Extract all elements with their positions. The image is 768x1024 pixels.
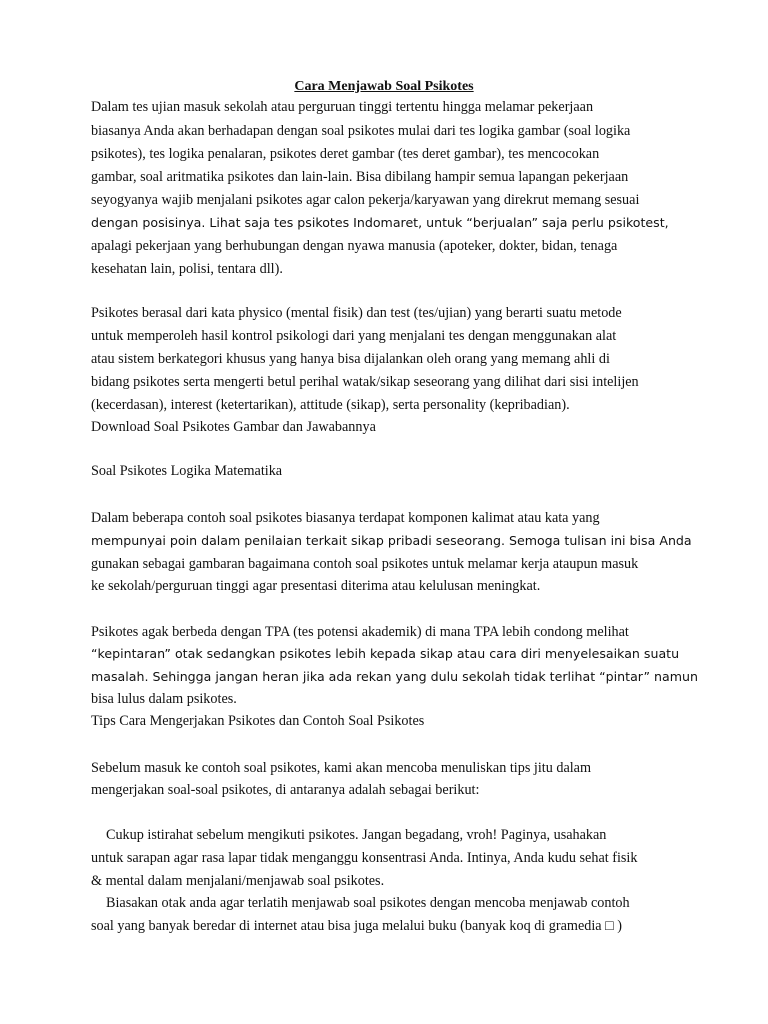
paragraph-line: apalagi pekerjaan yang berhubungan dengan nyawa manusia (apoteker, dokter, bidan, tenaga bbox=[91, 238, 618, 254]
paragraph-line: untuk sarapan agar rasa lapar tidak menganggu konsentrasi Anda. Intinya, Anda kudu sehat fisik bbox=[91, 850, 638, 866]
paragraph-line: masalah. Sehingga jangan heran jika ada rekan yang dulu sekolah tidak terlihat “pintar” namun bbox=[91, 669, 698, 684]
paragraph-line: gambar, soal aritmatika psikotes dan lain-lain. Bisa dibilang hampir semua lapangan pekerjaan bbox=[91, 169, 629, 185]
paragraph-line: Psikotes agak berbeda dengan TPA (tes potensi akademik) di mana TPA lebih condong melihat bbox=[91, 624, 629, 640]
paragraph-line: “kepintaran” otak sedangkan psikotes lebih kepada sikap atau cara diri menyelesaikan suatu bbox=[91, 646, 680, 661]
paragraph-line: mempunyai poin dalam penilaian terkait sikap pribadi seseorang. Semoga tulisan ini bisa Anda bbox=[91, 533, 692, 548]
paragraph-line: gunakan sebagai gambaran bagaimana contoh soal psikotes untuk melamar kerja ataupun masuk bbox=[91, 556, 639, 572]
paragraph-line: untuk memperoleh hasil kontrol psikologi dari yang menjalani tes dengan menggunakan alat bbox=[91, 328, 617, 344]
paragraph-line: seyogyanya wajib menjalani psikotes agar calon pekerja/karyawan yang direkrut memang sesuai bbox=[91, 192, 640, 208]
paragraph-line: ke sekolah/perguruan tinggi agar presentasi diterima atau kelulusan meningkat. bbox=[91, 578, 541, 594]
paragraph-line: & mental dalam menjalani/menjawab soal psikotes. bbox=[91, 873, 385, 889]
paragraph-line: Psikotes berasal dari kata physico (mental fisik) dan test (tes/ujian) yang berarti suatu metode bbox=[91, 305, 622, 321]
paragraph-line: dengan posisinya. Lihat saja tes psikotes Indomaret, untuk “berjualan” saja perlu psikotest, bbox=[91, 215, 669, 230]
paragraph-line: Dalam tes ujian masuk sekolah atau perguruan tinggi tertentu hingga melamar pekerjaan bbox=[91, 99, 594, 115]
paragraph-line: bisa lulus dalam psikotes. bbox=[91, 691, 237, 707]
paragraph-line: psikotes), tes logika penalaran, psikotes deret gambar (tes deret gambar), tes mencocokan bbox=[91, 146, 600, 162]
paragraph-line: mengerjakan soal-soal psikotes, di antaranya adalah sebagai berikut: bbox=[91, 782, 480, 798]
paragraph-line: soal yang banyak beredar di internet atau bisa juga melalui buku (banyak koq di gramedia □ ) bbox=[91, 918, 622, 934]
list-item: Cukup istirahat sebelum mengikuti psikotes. Jangan begadang, vroh! Paginya, usahakan bbox=[106, 827, 607, 843]
paragraph-line: biasanya Anda akan berhadapan dengan soal psikotes mulai dari tes logika gambar (soal logika bbox=[91, 123, 631, 139]
paragraph-line: Sebelum masuk ke contoh soal psikotes, kami akan mencoba menuliskan tips jitu dalam bbox=[91, 760, 592, 776]
list-item: Biasakan otak anda agar terlatih menjawab soal psikotes dengan mencoba menjawab contoh bbox=[106, 895, 630, 911]
section-heading: Soal Psikotes Logika Matematika bbox=[91, 463, 283, 479]
paragraph-line: bidang psikotes serta mengerti betul perihal watak/sikap seseorang yang dilihat dari sisi intelijen bbox=[91, 374, 639, 390]
paragraph-line: (kecerdasan), interest (ketertarikan), attitude (sikap), serta personality (kepribadian). bbox=[91, 397, 570, 413]
document-title: Cara Menjawab Soal Psikotes bbox=[294, 79, 474, 94]
section-heading: Tips Cara Mengerjakan Psikotes dan Contoh Soal Psikotes bbox=[91, 713, 425, 729]
paragraph-line: atau sistem berkategori khusus yang hanya bisa dijalankan oleh orang yang memang ahli di bbox=[91, 351, 610, 367]
paragraph-line: kesehatan lain, polisi, tentara dll). bbox=[91, 261, 283, 277]
paragraph-line: Dalam beberapa contoh soal psikotes biasanya terdapat komponen kalimat atau kata yang bbox=[91, 510, 600, 526]
section-heading: Download Soal Psikotes Gambar dan Jawabannya bbox=[91, 419, 376, 435]
